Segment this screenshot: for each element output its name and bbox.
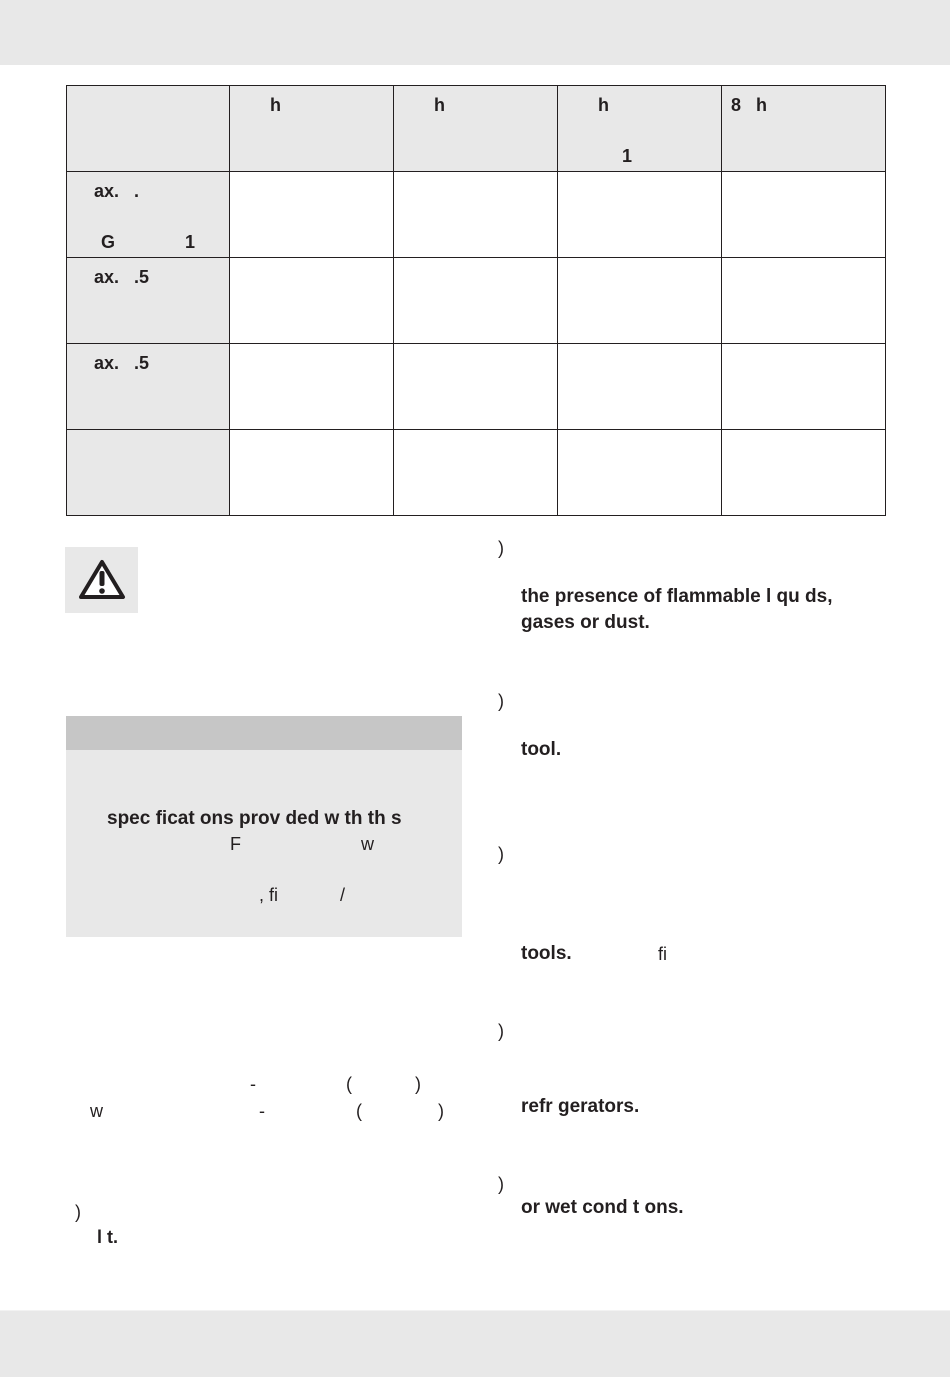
table-cell (558, 344, 722, 430)
row-label-cell (67, 172, 230, 258)
notice-panel (66, 750, 462, 937)
body-text: ( (346, 1074, 352, 1094)
table-cell (558, 258, 722, 344)
body-text: - (250, 1074, 256, 1094)
header-text: 1 (622, 146, 633, 166)
list-marker: ) (75, 1202, 81, 1222)
list-item-text: gases or dust. (521, 612, 650, 633)
table-cell (230, 172, 394, 258)
notice-text: w (361, 834, 374, 854)
body-text: - (259, 1101, 265, 1121)
list-item-text: tool. (521, 739, 562, 760)
notice-text: F (230, 834, 241, 854)
table-cell (230, 258, 394, 344)
body-text: ( (356, 1101, 362, 1121)
row-label: G 1 (101, 232, 196, 252)
table-row (67, 172, 886, 258)
row-label-cell (67, 430, 230, 516)
header-text: h (598, 95, 609, 115)
body-text: ) (415, 1074, 421, 1094)
list-item-text: or wet cond t ons. (521, 1197, 684, 1218)
list-item-text: the presence of flammable l qu ds, (521, 586, 833, 607)
header-text: h (270, 95, 281, 115)
table-cell (394, 430, 558, 516)
table-cell (394, 172, 558, 258)
table-header-row (67, 86, 886, 172)
body-text: w (90, 1101, 103, 1121)
notice-panel-header (66, 716, 462, 750)
table-row (67, 430, 886, 516)
list-item-text: tools. (521, 943, 572, 964)
header-text: h (434, 95, 445, 115)
body-text: fi (658, 944, 667, 964)
list-marker: ) (498, 538, 504, 558)
table-cell (394, 258, 558, 344)
warning-triangle-icon (78, 559, 126, 601)
table-cell (558, 172, 722, 258)
table-header-cell (558, 86, 722, 172)
table-header-cell (67, 86, 230, 172)
row-label: ax. . (94, 181, 140, 201)
list-marker: ) (498, 844, 504, 864)
table-cell (722, 172, 886, 258)
table-cell (230, 430, 394, 516)
warning-box (65, 547, 138, 613)
table-header-cell (722, 86, 886, 172)
body-text: ) (438, 1101, 444, 1121)
row-label: ax. .5 (94, 353, 150, 373)
table-row (67, 258, 886, 344)
notice-text: , fi (259, 885, 279, 905)
notice-text: / (340, 885, 346, 905)
table-header-cell (230, 86, 394, 172)
table-cell (230, 344, 394, 430)
table-cell (722, 430, 886, 516)
table-cell (722, 344, 886, 430)
spec-table (66, 85, 886, 516)
list-item-text: l t. (97, 1227, 118, 1247)
row-label-cell (67, 258, 230, 344)
list-marker: ) (498, 691, 504, 711)
table-row (67, 344, 886, 430)
page-header-band (0, 0, 950, 65)
notice-bold-text: spec ficat ons prov ded w th th s (107, 808, 402, 829)
row-label: ax. .5 (94, 267, 150, 287)
row-label-cell (67, 344, 230, 430)
list-marker: ) (498, 1021, 504, 1041)
table-cell (722, 258, 886, 344)
list-marker: ) (498, 1174, 504, 1194)
table-cell (394, 344, 558, 430)
header-text: 8 h (731, 95, 768, 115)
table-cell (558, 430, 722, 516)
table-header-cell (394, 86, 558, 172)
list-item-text: refr gerators. (521, 1096, 640, 1117)
page-footer-band (0, 1310, 950, 1377)
